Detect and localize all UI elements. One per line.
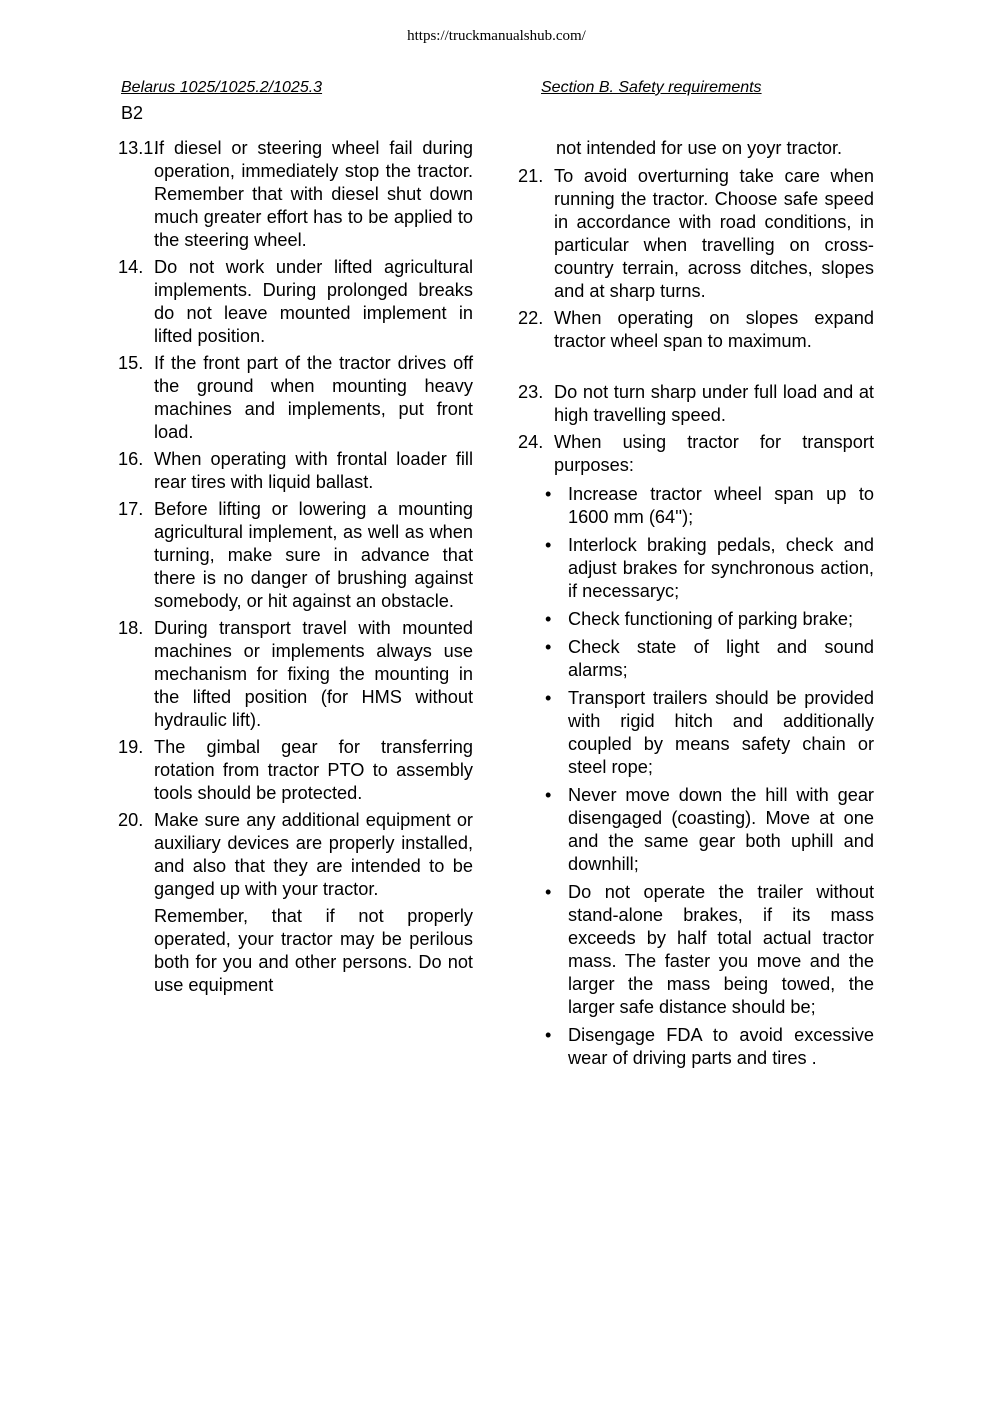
bullet-text: Interlock braking pedals, check and adjust brakes for synchronous action, if necessaryc; xyxy=(568,535,874,601)
item-text: When operating on slopes expand tractor wheel span to maximum. xyxy=(554,308,874,351)
item-text: When using tractor for transport purposes: xyxy=(554,432,874,475)
list-item xyxy=(118,736,473,805)
bullet-item xyxy=(518,784,874,876)
bullet-text: Increase tractor wheel span up to 1600 mm (64''); xyxy=(568,484,874,527)
item-number: 21. xyxy=(518,166,544,186)
bullet-dot-icon: • xyxy=(545,609,552,629)
item-number: 22. xyxy=(518,308,544,328)
list-item xyxy=(118,498,473,613)
spacer xyxy=(518,357,874,381)
item-text: Make sure any additional equipment or auxiliary devices are properly installed, and also that they are intended to be ganged up with your tractor. xyxy=(154,810,473,899)
list-item xyxy=(518,307,874,353)
item-text: If the front part of the tractor drives off the ground when mounting heavy machines and implements, put front load. xyxy=(154,353,473,442)
header-section: Section B. Safety requirements xyxy=(541,79,762,96)
item-number: 20. xyxy=(118,810,144,830)
source-url[interactable]: https://truckmanualshub.com/ xyxy=(407,28,586,44)
list-item xyxy=(518,381,874,427)
list-item xyxy=(518,165,874,303)
list-item xyxy=(518,431,874,477)
bullet-item xyxy=(518,534,874,603)
page-code: B2 xyxy=(121,103,144,123)
bullet-text: Check functioning of parking brake; xyxy=(568,609,854,629)
bullet-text: Do not operate the trailer without stand-alone brakes, if its mass exceeds by half total actual tractor mass. The faster you move and the larger the mass being towed, the larger safe distance should be; xyxy=(568,882,874,1017)
list-item xyxy=(118,617,473,732)
bullet-dot-icon: • xyxy=(545,688,552,708)
item-text: During transport travel with mounted machines or implements always use mechanism for fixing the mounting in the lifted position (for HMS without hydraulic lift). xyxy=(154,618,473,730)
item-number: 23. xyxy=(518,382,544,402)
bullet-text: Check state of light and sound alarms; xyxy=(568,637,874,680)
bullet-item xyxy=(518,881,874,1019)
continued-text: not intended for use on yoyr tractor. xyxy=(556,138,843,158)
item-text: Before lifting or lowering a mounting agricultural implement, as well as when turning, make sure in advance that there is no danger of brushing against somebody, or hit against an obstacle. xyxy=(154,499,473,611)
bullet-item xyxy=(518,636,874,682)
list-item xyxy=(118,448,473,494)
item-number: 14. xyxy=(118,257,144,277)
item-text: The gimbal gear for transferring rotation from tractor PTO to assembly tools should be protected. xyxy=(154,737,473,803)
bullet-text: Never move down the hill with gear disengaged (coasting). Move at one and the same gear both uphill and downhill; xyxy=(568,785,874,874)
item-text: If diesel or steering wheel fail during operation, immediately stop the tractor. Remember that with diesel shut down much greater effort has to be applied to the steering wheel. xyxy=(154,138,473,250)
item-number: 18. xyxy=(118,618,144,638)
right-column xyxy=(518,137,874,1075)
list-item xyxy=(118,137,473,252)
transport-checklist xyxy=(518,483,874,1070)
item-text: When operating with frontal loader fill rear tires with liquid ballast. xyxy=(154,449,473,492)
item-number: 15. xyxy=(118,353,144,373)
warning-note: Remember, that if not properly operated, your tractor may be perilous both for you and other persons. Do not use equipment xyxy=(154,906,473,995)
list-item xyxy=(118,256,473,348)
bullet-item xyxy=(518,483,874,529)
bullet-item xyxy=(518,687,874,779)
item-number: 13.1. xyxy=(118,138,159,158)
left-column xyxy=(118,137,473,1001)
bullet-item xyxy=(518,608,874,631)
header-model: Belarus 1025/1025.2/1025.3 xyxy=(121,79,323,96)
list-item xyxy=(118,352,473,444)
bullet-dot-icon: • xyxy=(545,637,552,657)
item-text: Do not work under lifted agricultural implements. During prolonged breaks do not leave mounted implement in lifted position. xyxy=(154,257,473,346)
bullet-dot-icon: • xyxy=(545,1025,552,1045)
bullet-dot-icon: • xyxy=(545,785,552,805)
bullet-dot-icon: • xyxy=(545,484,552,504)
list-item xyxy=(118,809,473,901)
item-number: 19. xyxy=(118,737,144,757)
bullet-text: Disengage FDA to avoid excessive wear of driving parts and tires . xyxy=(568,1025,874,1068)
item-number: 17. xyxy=(118,499,144,519)
bullet-dot-icon: • xyxy=(545,535,552,555)
bullet-item xyxy=(518,1024,874,1070)
item-text: To avoid overturning take care when running the tractor. Choose safe speed in accordance with road conditions, in particular when travelling on cross-country terrain, across ditches, slopes and at sharp turns. xyxy=(554,166,874,301)
item-number: 24. xyxy=(518,432,544,452)
bullet-text: Transport trailers should be provided with rigid hitch and additionally coupled by means safety chain or steel rope; xyxy=(568,688,874,777)
item-text: Do not turn sharp under full load and at high travelling speed. xyxy=(554,382,874,425)
bullet-dot-icon: • xyxy=(545,882,552,902)
item-number: 16. xyxy=(118,449,144,469)
